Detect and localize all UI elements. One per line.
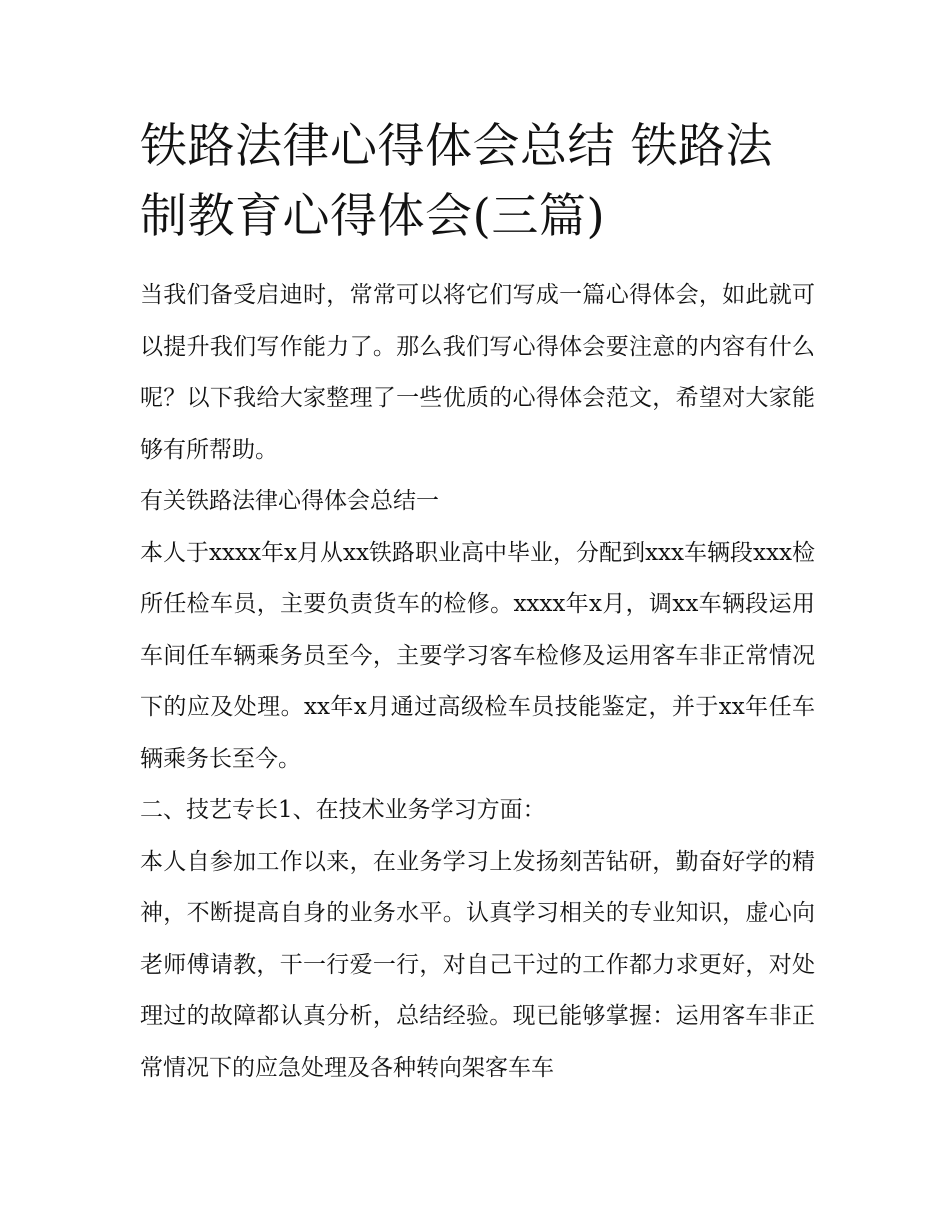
- document-title: 铁路法律心得体会总结 铁路法制教育心得体会(三篇): [140, 119, 773, 244]
- section-heading-1: 有关铁路法律心得体会总结一: [140, 488, 439, 514]
- document-body: [140, 270, 815, 1094]
- document-page: [140, 112, 815, 1094]
- paragraph-intro: 当我们备受启迪时，常常可以将它们写成一篇心得体会，如此就可以提升我们写作能力了。那么我们写心得体会要注意的内容有什么呢？以下我给大家整理了一些优质的心得体会范文，希望对大家能够有所帮助。: [140, 282, 815, 463]
- paragraph-study: 本人自参加工作以来，在业务学习上发扬刻苦钻研，勤奋好学的精神，不断提高自身的业务水平。认真学习相关的专业知识，虚心向老师傅请教，干一行爱一行，对自己干过的工作都力求更好，对处理过的故障都认真分析，总结经验。现已能够掌握：运用客车非正常情况下的应急处理及各种转向架客车车: [140, 848, 815, 1081]
- paragraph-career: 本人于xxxx年x月从xx铁路职业高中毕业，分配到xxx车辆段xxx检所任检车员，主要负责货车的检修。xxxx年x月，调xx车辆段运用车间任车辆乘务员至今，主要学习客车检修及运用客车非正常情况下的应及处理。xx年x月通过高级检车员技能鉴定，并于xx年任车辆乘务长至今。: [140, 539, 815, 772]
- section-heading-2: 二、技艺专长1、在技术业务学习方面：: [140, 797, 546, 823]
